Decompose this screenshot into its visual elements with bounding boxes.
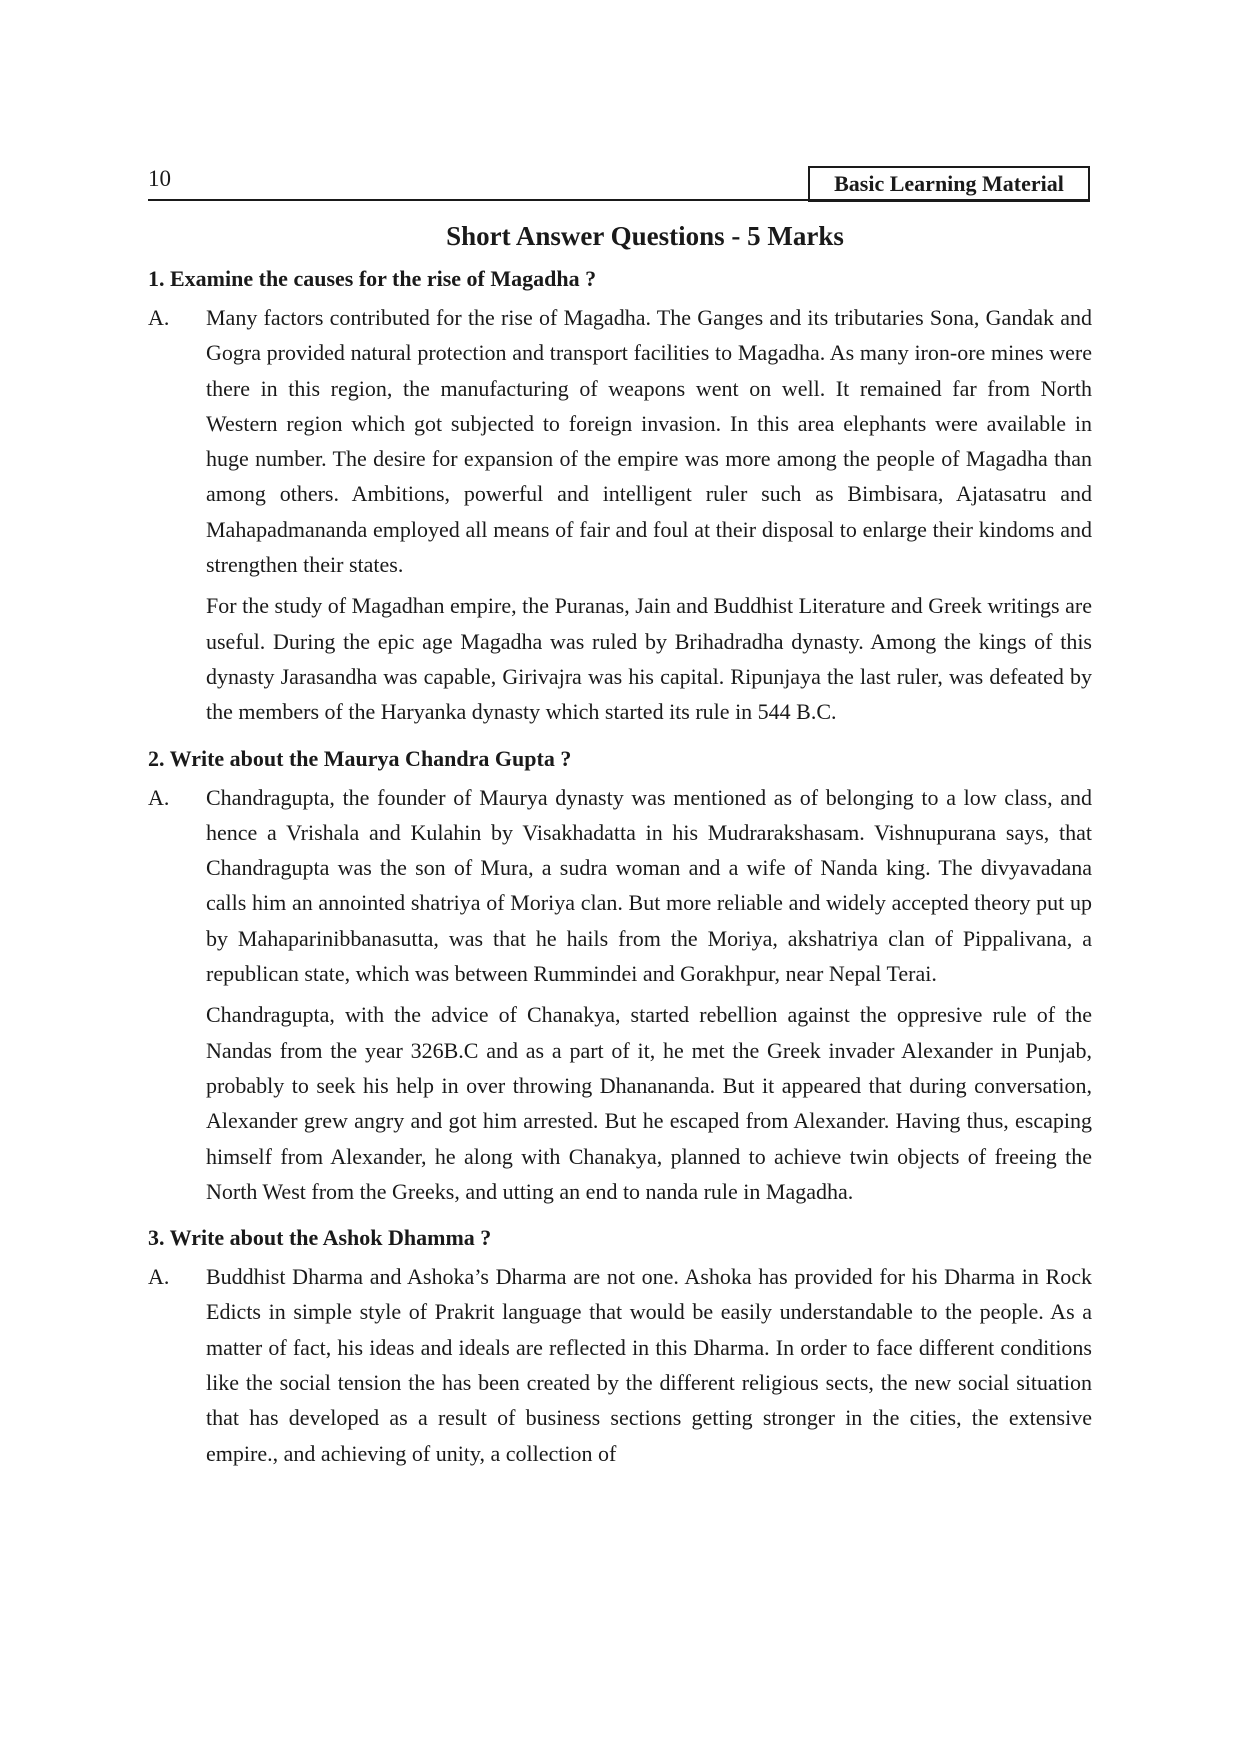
answer-marker: A. [148,1264,170,1290]
book-title-box: Basic Learning Material [808,166,1090,202]
answer-body [206,300,1092,736]
question-3: 3. Write about the Ashok Dhamma ? [148,1225,492,1251]
answer-2 [148,780,1092,1216]
answer-paragraph: Chandragupta, with the advice of Chanakya, started rebellion against the oppresive rule of the Nandas from the year 326B.C and as a part of it, he met the Greek invader Alexander in Punjab, probably to seek his help in over throwing Dhanananda. But it appeared that during conversation, Alexander grew angry and got him arrested. But he escaped from Alexander. Having thus, escaping himself from Alexander, he along with Chanakya, planned to achieve twin objects of freeing the North West from the Greeks, and utting an end to nanda rule in Magadha. [206,1002,1092,1204]
answer-paragraph: Buddhist Dharma and Ashoka’s Dharma are not one. Ashoka has provided for his Dharma in Rock Edicts in simple style of Prakrit language that would be easily understandable to the people. As a matter of fact, his ideas and ideals are reflected in this Dharma. In order to face different conditions like the social tension the has been created by the different religious sects, the new social situation that has developed as a result of business sections getting stronger in the cities, the extensive empire., and achieving of unity, a collection of [206,1264,1092,1466]
header-rule [148,199,1090,201]
answer-3 [148,1259,1092,1477]
section-title: Short Answer Questions - 5 Marks [446,221,844,251]
question-1: 1. Examine the causes for the rise of Magadha ? [148,266,597,291]
answer-1 [148,300,1092,736]
answer-body [206,780,1092,1216]
question-2: 2. Write about the Maurya Chandra Gupta ? [148,745,572,771]
page-content [148,218,1092,1485]
answer-marker: A. [148,305,170,330]
answer-paragraph: Chandragupta, the founder of Maurya dynasty was mentioned as of belonging to a low class, and hence a Vrishala and Kulahin by Visakhadatta in his Mudrarakshasam. Vishnupurana says, that Chandragupta was the son of Mura, a sudra woman and a wife of Nanda king. The divyavadana calls him an annointed shatriya of Moriya clan. But more reliable and widely accepted theory put up by Mahaparinibbanasutta, was that he hails from the Moriya, akshatriya clan of Pippalivana, a republican state, which was between Rummindei and Gorakhpur, near Nepal Terai. [206,784,1092,987]
answer-body [206,1259,1092,1477]
answer-paragraph: For the study of Magadhan empire, the Puranas, Jain and Buddhist Literature and Greek writings are useful. During the epic age Magadha was ruled by Brihadradha dynasty. Among the kings of this dynasty Jarasandha was capable, Girivajra was his capital. Ripunjaya the last ruler, was defeated by the members of the Haryanka dynasty which started its rule in 544 B.C. [206,593,1092,725]
answer-paragraph: Many factors contributed for the rise of Magadha. The Ganges and its tributaries Sona, Gandak and Gogra provided natural protection and transport facilities to Magadha. As many iron-ore mines were there in this region, the manufacturing of weapons went on well. It remained far from North Western region which got subjected to foreign invasion. In this area elephants were available in huge number. The desire for expansion of the empire was more among the people of Magadha than among others. Ambitions, powerful and intelligent ruler such as Bimbisara, Ajatasatru and Mahapadmananda employed all means of fair and foul at their disposal to enlarge their kindoms and strengthen their states. [206,305,1092,578]
page-number: 10 [148,166,171,191]
answer-marker: A. [148,784,170,810]
